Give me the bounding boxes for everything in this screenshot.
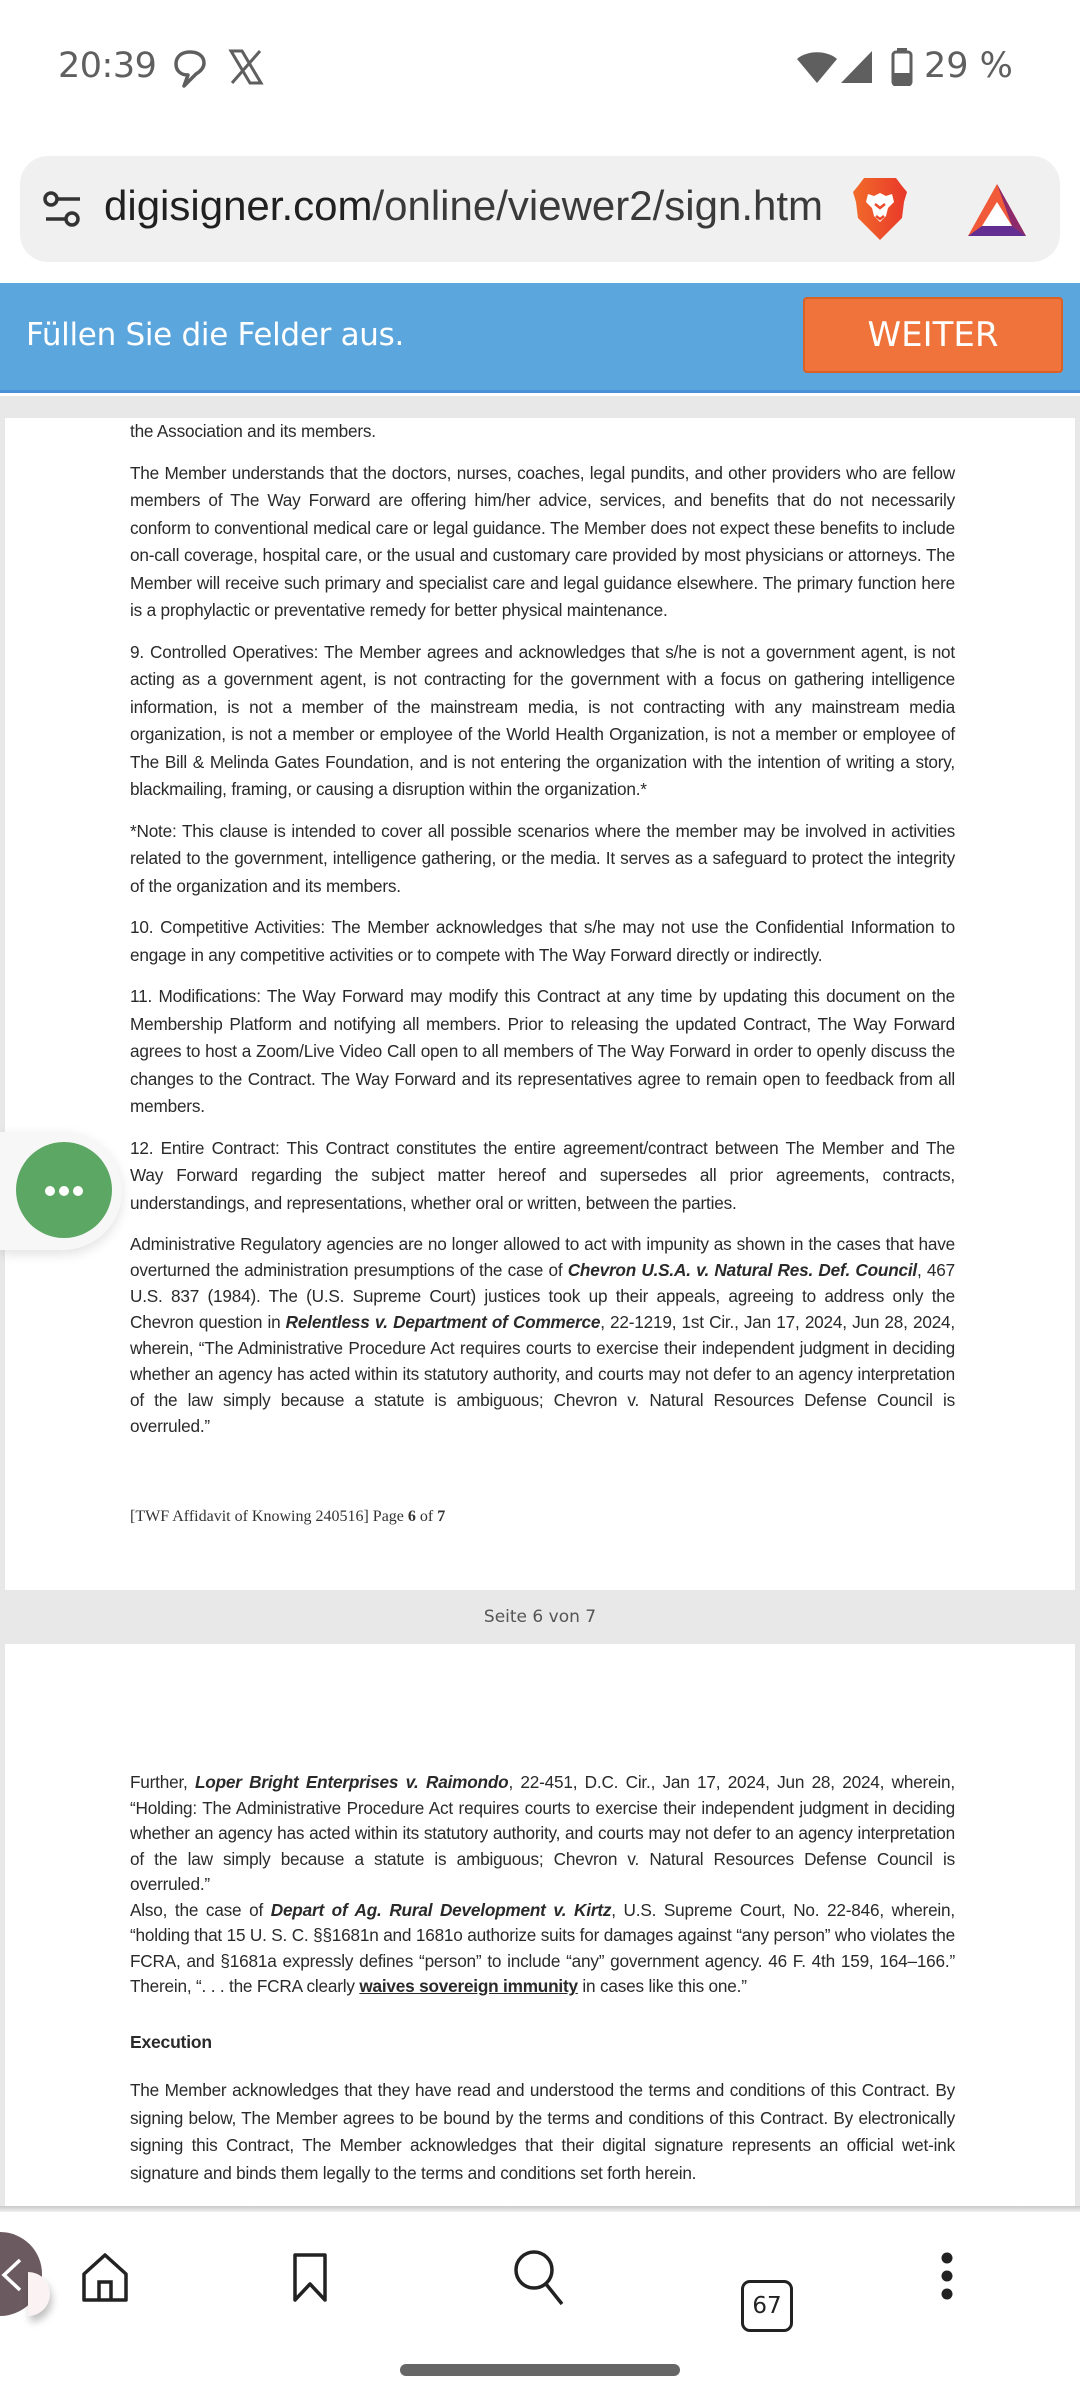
paragraph-execution: The Member acknowledges that they have read and understood the terms and conditions of this Contract. By signing below, The Member agrees to be bound by the terms and conditions of this Contract. By electronically signing this Contract, The Member acknowledges that their digital signature represents an official wet-ink signature and binds them legally to the terms and conditions set forth herein. [130, 2080, 955, 2183]
page7-body [130, 1770, 955, 2201]
site-settings-icon[interactable] [42, 189, 84, 234]
status-time: 20:39 [58, 46, 157, 86]
browser-bottom-toolbar [0, 2212, 1080, 2332]
page6-body [130, 418, 955, 1453]
paragraph-note: *Note: This clause is intended to cover all possible scenarios where the member may be involved in activities related to the government, intelligence gathering, or the media. It serves as a safeguard to protect the integrity of the organization and its members. [130, 820, 955, 896]
wifi-icon [796, 50, 838, 89]
banner-message: Füllen Sie die Felder aus. [26, 317, 405, 353]
url-host: digisigner.com [104, 182, 373, 229]
paragraph: The Member understands that the doctors, nurses, coaches, legal pundits, and other providers who are fellow members of The Way Forward are offering him/her advice, services, and benefits that do not necessarily conform to conventional medical care or legal guidance. The Member does not expect these benefits to include on-call coverage, hospital care, or the usual and customary care provided by most physicians or attorneys. The Member will receive such primary and specialist care and legal guidance elsewhere. The primary function here is a prophylactic or preventative remedy for better physical maintenance. [130, 462, 955, 620]
gesture-home-indicator[interactable] [400, 2364, 680, 2376]
x-twitter-icon [228, 48, 264, 91]
emphasis-text: waives sovereign immunity [359, 1976, 578, 1996]
chat-bubble-icon [172, 48, 208, 93]
page-footer-reference: [TWF Affidavit of Knowing 240516] Page 6 of 7 [130, 1508, 446, 1525]
bookmark-icon[interactable] [290, 2252, 330, 2309]
battery-icon [891, 48, 913, 91]
paragraph-controlled-operatives: 9. Controlled Operatives: The Member agrees and acknowledges that s/he is not a government agent, is not acting as a government agent, is not contracting for the government with a focus on gathering intelligence information, is not a member of the mainstream media, is not contracting with any mainstream media organization, is not a member or employee of the World Health Organization, is not a member or employee of The Bill & Melinda Gates Foundation, and is not entering the organization with the intention of writing a story, blackmailing, framing, or causing a disruption within the organization.* [130, 641, 955, 799]
tabs-button[interactable]: 67 [741, 2280, 793, 2332]
url-text[interactable] [104, 182, 844, 230]
paragraph: the Association and its members. [130, 421, 376, 441]
next-button[interactable]: WEITER [803, 297, 1063, 373]
document-page-6 [5, 418, 1075, 1590]
document-viewer[interactable] [0, 396, 1080, 2210]
status-bar [0, 0, 1080, 135]
paragraph-administrative: Administrative Regulatory agencies are no longer allowed to act with impunity as shown in the cases that have overturned the administration presumptions of the case of Chevron U.S.A. v. Natural Res. Def. Council, 467 U.S. 837 (1984). The (U.S. Supreme Court) justices took up their appeals, agreeing to address only the Chevron question in Relentless v. Department of Commerce, 22-1219, 1st Cir., Jan 17, 2024, Jun 28, 2024, wherein, “The Administrative Procedure Act requires courts to exercise their independent judgment in deciding whether an agency has acted within its statutory authority, and courts may not defer to an agency interpretation of the law simply because a statute is ambiguous; Chevron v. Natural Resources Defense Council is overruled.” [130, 1234, 955, 1436]
brave-rewards-bat-icon[interactable] [966, 182, 1028, 243]
more-actions-button[interactable] [16, 1142, 112, 1238]
brave-shields-icon[interactable] [850, 174, 910, 249]
search-icon[interactable] [512, 2248, 568, 2311]
case-citation: Depart of Ag. Rural Development v. Kirtz [270, 1899, 612, 1920]
paragraph-modifications: 11. Modifications: The Way Forward may modify this Contract at any time by updating this document on the Membership Platform and notifying all members. Prior to releasing the updated Contract, The Way Forward agrees to host a Zoom/Live Video Call open to all members of The Way Forward in order to openly discuss the changes to the Contract. The Way Forward and its representatives agree to remain open to feedback from all members. [130, 986, 955, 1116]
more-horizontal-icon [44, 1184, 84, 1202]
back-icon [0, 2258, 22, 2292]
execution-heading: Execution [130, 2031, 212, 2052]
document-page-7 [5, 1644, 1075, 2210]
cellular-signal-icon [840, 50, 874, 89]
address-bar[interactable] [20, 156, 1060, 262]
fill-fields-banner [0, 283, 1080, 393]
paragraph-competitive-activities: 10. Competitive Activities: The Member acknowledges that s/he may not use the Confidential Information to engage in any competitive activities or to compete with The Way Forward directly or indirectly. [130, 917, 955, 965]
case-citation: Relentless v. Department of Commerce [285, 1312, 601, 1332]
case-citation: Chevron U.S.A. v. Natural Res. Def. Council [567, 1260, 918, 1280]
page-indicator: Seite 6 von 7 [483, 1607, 597, 1627]
home-icon[interactable] [80, 2252, 130, 2309]
paragraph-loper: Further, Loper Bright Enterprises v. Raimondo, 22-451, D.C. Cir., Jan 17, 2024, Jun 28, 2024, wherein, “Holding: The Administrative Procedure Act requires courts to exercise their independent judgment in deciding whether an agency has acted within its statutory authority, and courts may not defer to an agency interpretation of the law simply because a statute is ambiguous; Chevron v. Natural Resources Defense Council is overruled.” [130, 1772, 955, 1894]
paragraph-entire-contract: 12. Entire Contract: This Contract constitutes the entire agreement/contract between The Member and The Way Forward regarding the subject matter hereof and supersedes all prior agreements, contracts, understandings, and representations, whether oral or written, between the parties. [130, 1137, 955, 1213]
case-citation: Loper Bright Enterprises v. Raimondo [195, 1772, 509, 1792]
url-path: /online/viewer2/sign.htm [372, 182, 824, 229]
more-vertical-icon[interactable] [940, 2252, 954, 2305]
fab-container [0, 1132, 122, 1250]
battery-percent: 29 % [924, 46, 1013, 86]
paragraph-kirtz: Also, the case of Depart of Ag. Rural Development v. Kirtz, U.S. Supreme Court, No. 22-846, wherein, “holding that 15 U. S. C. §§1681n and 1681o authorize suits for damages against “any person” who violates the FCRA, and §1681a expressly defines “person” to include “any” government agency. 46 F. 4th 159, 164–166.” Therein, “. . . the FCRA clearly waives sovereign immunity in cases like this one.” [130, 1899, 955, 1996]
